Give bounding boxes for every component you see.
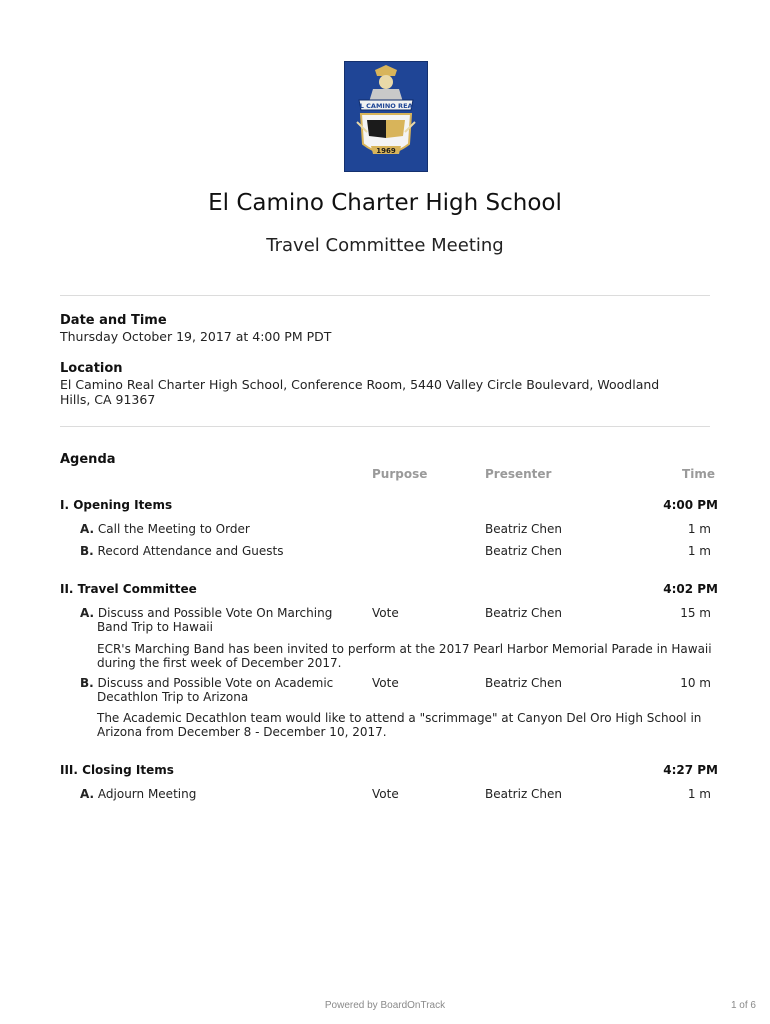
item-title-cont: Band Trip to Hawaii: [97, 620, 213, 634]
item-presenter: Beatriz Chen: [485, 544, 563, 558]
location-line-2: Hills, CA 91367: [60, 392, 156, 407]
agenda-title: Agenda: [60, 452, 116, 467]
agenda-item: [80, 676, 340, 704]
item-title-cont: Decathlon Trip to Arizona: [97, 690, 249, 704]
item-description: [97, 642, 717, 670]
item-duration: 15 m: [680, 606, 711, 620]
powered-by-footer: Powered by BoardOnTrack: [324, 1000, 446, 1011]
item-title: Record Attendance and Guests: [97, 544, 284, 558]
column-header-time: Time: [682, 467, 715, 481]
item-title: Discuss and Possible Vote on Academic: [97, 676, 334, 690]
column-header-purpose: Purpose: [372, 467, 428, 481]
item-title: Call the Meeting to Order: [97, 522, 250, 536]
logo-banner-text: EL CAMINO REAL: [355, 102, 417, 110]
item-letter: B.: [80, 544, 94, 558]
description-line: The Academic Decathlon team would like to attend a "scrimmage" at Canyon Del Oro High School in: [97, 711, 702, 725]
meeting-title: Travel Committee Meeting: [266, 235, 504, 256]
description-line: during the first week of December 2017.: [97, 656, 342, 670]
item-duration: 1 m: [687, 522, 711, 536]
item-purpose: Vote: [372, 787, 399, 801]
school-name: El Camino Charter High School: [208, 190, 562, 216]
school-logo: [344, 61, 428, 172]
description-line: Arizona from December 8 - December 10, 2017.: [97, 725, 387, 739]
location-line-1: El Camino Real Charter High School, Conference Room, 5440 Valley Circle Boulevard, Woodland: [60, 377, 660, 392]
item-purpose: Vote: [372, 676, 399, 690]
item-duration: 10 m: [680, 676, 711, 690]
item-title: Adjourn Meeting: [97, 787, 197, 801]
item-presenter: Beatriz Chen: [485, 787, 563, 801]
item-description: [97, 711, 717, 739]
item-letter: A.: [80, 606, 95, 620]
school-seal-icon: [345, 62, 427, 171]
item-purpose: Vote: [372, 606, 399, 620]
item-presenter: Beatriz Chen: [485, 676, 563, 690]
logo-year-text: 1969: [376, 147, 396, 155]
agenda-item: [80, 544, 340, 558]
section-title: III. Closing Items: [60, 763, 174, 777]
item-letter: B.: [80, 676, 94, 690]
divider: [60, 426, 710, 427]
item-presenter: Beatriz Chen: [485, 522, 563, 536]
agenda-item: [80, 606, 340, 634]
item-letter: A.: [80, 787, 95, 801]
page-number: 1 of 6: [730, 1000, 756, 1011]
column-header-presenter: Presenter: [485, 467, 552, 481]
agenda-item: [80, 522, 340, 536]
location-label: Location: [60, 361, 123, 376]
date-label: Date and Time: [60, 313, 167, 328]
item-presenter: Beatriz Chen: [485, 606, 563, 620]
item-letter: A.: [80, 522, 95, 536]
agenda-item: [80, 787, 340, 801]
divider: [60, 295, 710, 296]
section-title: I. Opening Items: [60, 498, 173, 512]
item-duration: 1 m: [687, 544, 711, 558]
section-time: 4:27 PM: [663, 763, 718, 777]
item-title: Discuss and Possible Vote On Marching: [97, 606, 333, 620]
item-duration: 1 m: [687, 787, 711, 801]
description-line: ECR's Marching Band has been invited to perform at the 2017 Pearl Harbor Memorial Parade in Hawaii: [97, 642, 712, 656]
section-time: 4:00 PM: [663, 498, 718, 512]
date-value: Thursday October 19, 2017 at 4:00 PM PDT: [60, 329, 332, 344]
section-title: II. Travel Committee: [60, 582, 197, 596]
section-time: 4:02 PM: [663, 582, 718, 596]
